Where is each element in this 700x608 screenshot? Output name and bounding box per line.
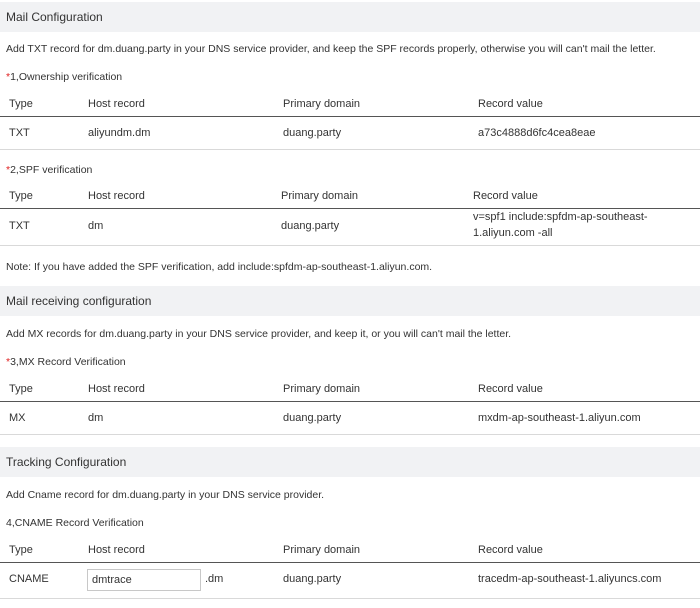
mail-receiving-description: Add MX records for dm.duang.party in your DNS service provider, and keep it, or you will can't mail the letter. [6, 328, 512, 340]
required-marker: * [6, 356, 11, 368]
required-marker: * [6, 164, 11, 176]
spf-header-host: Host record [88, 190, 145, 202]
ownership-header-type: Type [9, 98, 33, 110]
tracking-description: Add Cname record for dm.duang.party in your DNS service provider. [6, 489, 325, 501]
cname-header-type: Type [9, 544, 33, 556]
mx-header-value: Record value [478, 383, 543, 395]
mail-receiving-section-header [0, 286, 700, 316]
spf-row-domain: duang.party [281, 220, 340, 232]
mx-header-type: Type [9, 383, 33, 395]
spf-header-type: Type [9, 190, 33, 202]
mx-row-domain: duang.party [283, 412, 342, 424]
mx-row-type: MX [9, 412, 26, 424]
cname-header-domain: Primary domain [283, 544, 361, 556]
spf-row-divider [0, 245, 700, 246]
spf-row-type: TXT [9, 220, 30, 232]
cname-header-host: Host record [88, 544, 145, 556]
ownership-header-value: Record value [478, 98, 543, 110]
required-marker: * [6, 71, 11, 83]
mx-row-value: mxdm-ap-southeast-1.aliyun.com [478, 412, 641, 424]
ownership-row-type: TXT [9, 127, 30, 139]
cname-host-input[interactable] [87, 569, 201, 591]
ownership-header-domain: Primary domain [283, 98, 361, 110]
ownership-row-domain: duang.party [283, 127, 342, 139]
spf-row-value-line2: 1.aliyun.com -all [473, 227, 553, 239]
tracking-title: Tracking Configuration [6, 455, 127, 469]
spf-verification-title: *2,SPF verification [6, 164, 93, 176]
mail-config-title: Mail Configuration [6, 10, 103, 24]
cname-verification-title: 4,CNAME Record Verification [6, 517, 144, 529]
cname-header-divider [0, 562, 700, 563]
spf-header-divider [0, 208, 700, 209]
spf-header-domain: Primary domain [281, 190, 359, 202]
ownership-header-host: Host record [88, 98, 145, 110]
ownership-header-divider [0, 116, 700, 117]
mail-config-description: Add TXT record for dm.duang.party in your DNS service provider, and keep the SPF records properly, otherwise you will can't mail the letter. [6, 43, 656, 55]
mx-header-divider [0, 401, 700, 402]
tracking-section-header [0, 447, 700, 477]
ownership-row-divider [0, 149, 700, 150]
mx-verification-title: *3,MX Record Verification [6, 356, 126, 368]
mx-header-host: Host record [88, 383, 145, 395]
spf-row-host: dm [88, 220, 104, 232]
cname-row-type: CNAME [9, 573, 49, 585]
cname-header-value: Record value [478, 544, 543, 556]
mail-receiving-title: Mail receiving configuration [6, 294, 152, 308]
ownership-verification-title: *1,Ownership verification [6, 71, 123, 83]
mx-row-divider [0, 434, 700, 435]
mail-config-section-header [0, 2, 700, 32]
cname-row-divider [0, 598, 700, 599]
spf-header-value: Record value [473, 190, 538, 202]
ownership-row-host: aliyundm.dm [88, 127, 151, 139]
mx-header-domain: Primary domain [283, 383, 361, 395]
cname-row-value: tracedm-ap-southeast-1.aliyuncs.com [478, 573, 662, 585]
mx-row-host: dm [88, 412, 104, 424]
ownership-row-value: a73c4888d6fc4cea8eae [478, 127, 596, 139]
spf-note: Note: If you have added the SPF verification, add include:spfdm-ap-southeast-1.aliyun.com. [6, 261, 433, 273]
cname-host-suffix: .dm [205, 573, 224, 585]
cname-row-domain: duang.party [283, 573, 342, 585]
spf-row-value-line1: v=spf1 include:spfdm-ap-southeast- [473, 211, 648, 223]
